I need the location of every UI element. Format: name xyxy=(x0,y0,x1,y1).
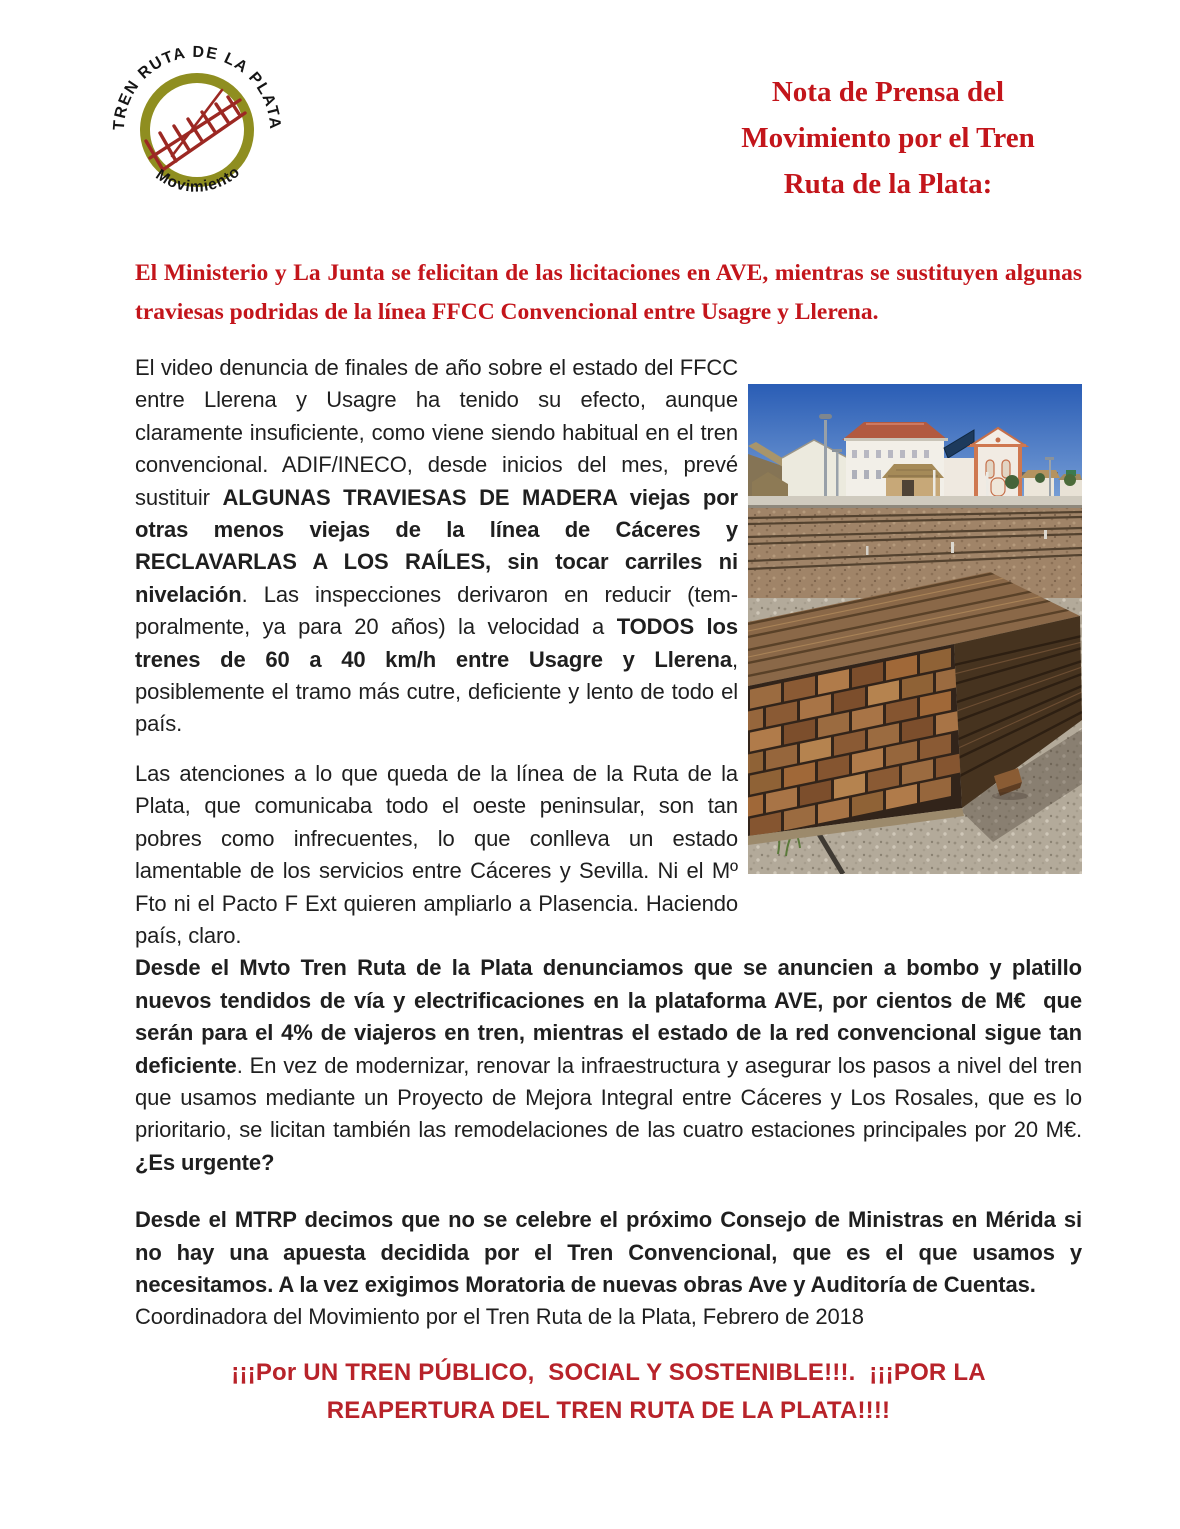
header xyxy=(111,0,1082,238)
title-line-2: Movimiento por el Tren xyxy=(741,122,1035,155)
body-text xyxy=(135,352,1082,1334)
slogan-line-1: ¡¡¡Por UN TREN PÚBLICO, SOCIAL Y SOSTENIBLE!!!. ¡¡¡POR LA xyxy=(231,1358,986,1386)
sleepers-photo xyxy=(748,384,1082,874)
photo-tracks xyxy=(748,508,1082,600)
slogan xyxy=(135,1354,1082,1430)
paragraph-1: El video denuncia de finales de año sobre el estado del FFCC entre Llerena y Usagre ha tenido su efecto, aunque claramente insuficiente, como viene siendo habitual en el tren convencional. ADIF/INECO, desde inicios del mes, prevé sustituir ALGUNAS TRAVIESAS DE MADERA viejas por otras menos viejas de la línea de Cáceres y RECLAVARLAS A LOS RAÍLES, sin tocar carriles ni nivelación. Las inspecciones derivaron en reducir (tem-poralmente, ya para 20 años) la velocidad a TODOS los trenes de 60 a 40 km/h entre Usagre y Llerena, posiblemente el tramo más cutre, deficiente y lento de todo el país. xyxy=(135,355,739,737)
logo-arc-text-top: TREN RUTA DE LA PLATA xyxy=(111,43,283,131)
station-photo-illustration xyxy=(748,384,1082,874)
signature-line: Coordinadora del Movimiento por el Tren Ruta de la Plata, Febrero de 2018 xyxy=(135,1304,864,1330)
slogan-line-2: REAPERTURA DEL TREN RUTA DE LA PLATA!!!! xyxy=(326,1396,891,1424)
tren-ruta-plata-logo-icon xyxy=(111,40,283,220)
title-line-3: Ruta de la Plata: xyxy=(783,168,993,201)
headline: El Ministerio y La Junta se felicitan de las licitaciones en AVE, mientras se sustituyen algunas traviesas podridas de la línea FFCC Convencional entre Usagre y Llerena. xyxy=(135,260,1082,325)
title-line-1: Nota de Prensa del xyxy=(771,76,1005,109)
paragraph-3: Desde el Mvto Tren Ruta de la Plata denunciamos que se anuncien a bombo y platillo nuevos tendidos de vía y electrificaciones en la plataforma AVE, por cientos de M€ que serán para el 4% de viajeros en tren, mientras el estado de la red convencional sigue tan deficiente. En vez de modernizar, renovar la infraestructura y asegurar los pasos a nivel del tren que usamos mediante un Proyecto de Mejora Integral entre Cáceres y Los Rosales, que es lo prioritario, se licitan también las remodelaciones de las cuatro estaciones principales por 20 M€. ¿Es urgente? xyxy=(135,955,1082,1175)
paragraph-2: Las atenciones a lo que queda de la línea de la Ruta de la Plata, que comunicaba todo el oeste peninsular, son tan pobres como infrecuentes, lo que conlleva un estado lamentable de los servicios entre Cáceres y Sevilla. Ni el Mº Fto ni el Pacto F Ext quieren ampliarlo a Plasencia. Haciendo país, claro. xyxy=(135,760,738,948)
logo-arc-text-bottom: Movimiento xyxy=(152,163,244,196)
paragraph-4: Desde el MTRP decimos que no se celebre el próximo Consejo de Ministras en Mérida si no hay una apuesta decidida por el Tren Convencional, que es el que usamos y necesitamos. A la vez exigimos Moratoria de nuevas obras Ave y Auditoría de Cuentas. xyxy=(135,1207,1082,1297)
page-title xyxy=(688,69,1088,207)
